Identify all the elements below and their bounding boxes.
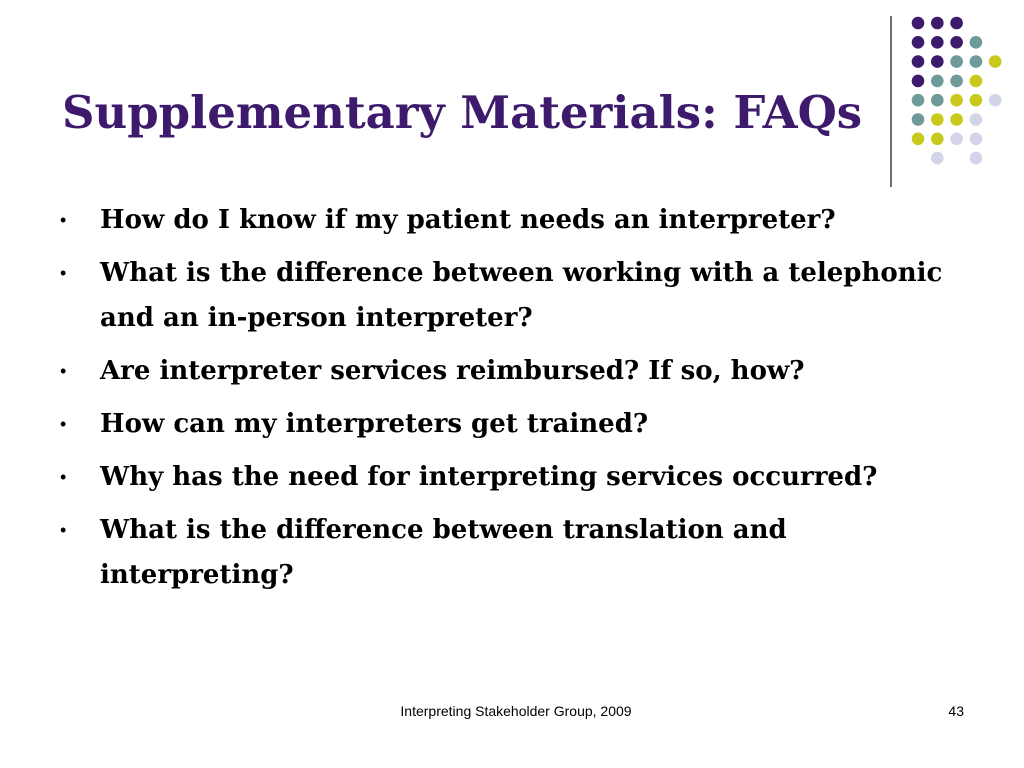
bullet-icon: • (60, 263, 67, 283)
decorative-dot (970, 55, 983, 68)
bullet-icon: • (60, 210, 67, 230)
decorative-dot (970, 75, 983, 88)
decorative-dot (950, 94, 963, 107)
decorative-dot (931, 75, 944, 88)
decorative-dot (931, 94, 944, 107)
decorative-dot (970, 113, 983, 126)
decorative-dot (931, 36, 944, 49)
decorative-dot (912, 17, 925, 30)
decorative-dot (970, 36, 983, 49)
decorative-dot (950, 36, 963, 49)
faq-question-text: What is the difference between working with a telephonic and an in-person interpreter? (100, 258, 943, 333)
title-divider-line (890, 16, 892, 187)
decorative-dot (950, 75, 963, 88)
decorative-dot (912, 75, 925, 88)
decorative-dot (912, 36, 925, 49)
faq-question-text: How can my interpreters get trained? (100, 409, 649, 439)
faq-bullet-item (60, 198, 960, 243)
decorative-dot (912, 55, 925, 68)
decorative-dot (931, 55, 944, 68)
decorative-dot (912, 133, 925, 146)
faq-bullet-item (60, 251, 960, 341)
decorative-dot (970, 133, 983, 146)
decorative-dot (950, 55, 963, 68)
decorative-dot (950, 113, 963, 126)
bullet-icon: • (60, 414, 67, 434)
decorative-dot (950, 17, 963, 30)
decorative-dot (912, 94, 925, 107)
faq-question-text: How do I know if my patient needs an interpreter? (100, 205, 836, 235)
decorative-dot (912, 113, 925, 126)
faq-question-text: What is the difference between translation and interpreting? (100, 515, 787, 590)
faq-bullet-item (60, 455, 960, 500)
decorative-dot (931, 17, 944, 30)
bullet-icon: • (60, 361, 67, 381)
faq-bullet-item (60, 402, 960, 447)
footer-text: Interpreting Stakeholder Group, 2009 (400, 703, 632, 719)
bullet-icon: • (60, 520, 67, 540)
decorative-dot (931, 152, 944, 165)
faq-question-text: Why has the need for interpreting services occurred? (100, 462, 878, 492)
faq-bullet-list (60, 198, 960, 606)
decorative-dot (989, 94, 1002, 107)
bullet-icon: • (60, 467, 67, 487)
decorative-dot (970, 94, 983, 107)
decorative-dot (931, 113, 944, 126)
decorative-dot (989, 55, 1002, 68)
faq-bullet-item (60, 508, 960, 598)
decorative-dot (970, 152, 983, 165)
slide-title: Supplementary Materials: FAQs (62, 86, 863, 139)
decorative-dot (950, 133, 963, 146)
faq-question-text: Are interpreter services reimbursed? If so, how? (100, 356, 805, 386)
faq-bullet-item (60, 349, 960, 394)
page-number: 43 (948, 703, 964, 719)
decorative-dot (931, 133, 944, 146)
